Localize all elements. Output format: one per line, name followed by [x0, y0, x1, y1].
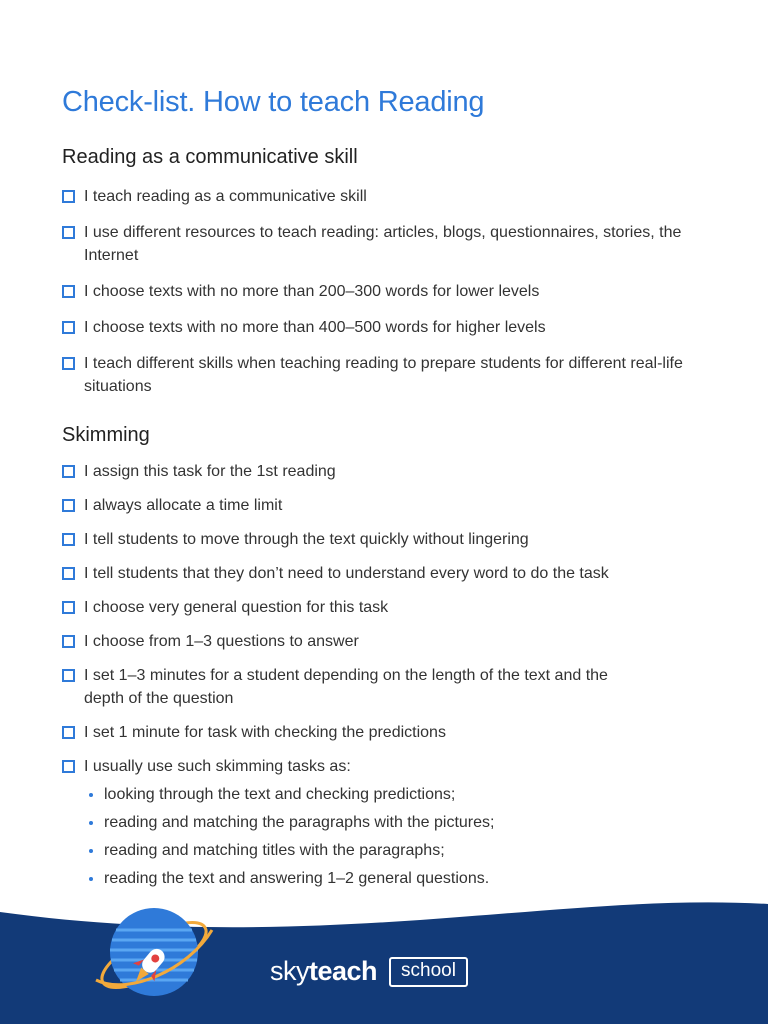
section-communicative: [62, 146, 732, 398]
checkbox-icon[interactable]: [62, 357, 75, 370]
bullet-dot-icon: [89, 849, 93, 853]
section-heading: Reading as a communicative skill: [62, 146, 358, 168]
checkbox-icon[interactable]: [62, 533, 75, 546]
checklist-item: I tell students that they don’t need to understand every word to do the task: [62, 562, 732, 585]
page-title: Check-list. How to teach Reading: [62, 86, 485, 118]
checkbox-icon[interactable]: [62, 726, 75, 739]
brand-logo: [270, 956, 468, 987]
section-heading: Skimming: [62, 424, 150, 446]
school-badge: school: [389, 957, 468, 987]
bullet-item: looking through the text and checking predictions;: [84, 783, 732, 806]
checkbox-icon[interactable]: [62, 669, 75, 682]
checkbox-icon[interactable]: [62, 499, 75, 512]
checkbox-icon[interactable]: [62, 226, 75, 239]
checklist-item: I choose very general question for this task: [62, 596, 732, 619]
checklist: [62, 185, 732, 398]
checklist-item: I choose from 1–3 questions to answer: [62, 630, 732, 653]
globe-rocket-icon: [88, 900, 218, 1005]
bullet-item: reading the text and answering 1–2 general questions.: [84, 867, 732, 890]
checklist-item: I choose texts with no more than 400–500 words for higher levels: [62, 316, 732, 339]
bullet-item: reading and matching the paragraphs with the pictures;: [84, 811, 732, 834]
checkbox-icon[interactable]: [62, 285, 75, 298]
bullet-dot-icon: [89, 877, 93, 881]
bullet-item: reading and matching titles with the paragraphs;: [84, 839, 732, 862]
bullet-dot-icon: [89, 821, 93, 825]
checkbox-icon[interactable]: [62, 321, 75, 334]
checklist-item: I usually use such skimming tasks as: looking through the text and checking predictions; reading and matching the paragraphs with the pictures; reading and matching titles with the paragraphs; reading the text and answering 1–2 general questions.: [62, 755, 732, 890]
checklist-item: I teach reading as a communicative skill: [62, 185, 732, 208]
checklist-item: I tell students to move through the text quickly without lingering: [62, 528, 732, 551]
brand-sky: sky: [270, 956, 309, 986]
checkbox-icon[interactable]: [62, 567, 75, 580]
checklist: [62, 460, 732, 890]
checklist-item: I assign this task for the 1st reading: [62, 460, 732, 483]
checklist-item: I use different resources to teach reading: articles, blogs, questionnaires, stories, the Internet: [62, 221, 684, 267]
checklist-item: I set 1–3 minutes for a student depending on the length of the text and the depth of the question: [62, 664, 644, 710]
checklist-item: I choose texts with no more than 200–300 words for lower levels: [62, 280, 732, 303]
checklist-item: I set 1 minute for task with checking the predictions: [62, 721, 732, 744]
checkbox-icon[interactable]: [62, 760, 75, 773]
bullet-list: [84, 783, 732, 890]
section-skimming: [62, 424, 732, 895]
bullet-dot-icon: [89, 793, 93, 797]
checkbox-icon[interactable]: [62, 601, 75, 614]
checkbox-icon[interactable]: [62, 190, 75, 203]
checklist-item: I always allocate a time limit: [62, 494, 732, 517]
checklist-item: I teach different skills when teaching reading to prepare students for different real-life situations: [62, 352, 724, 398]
checkbox-icon[interactable]: [62, 635, 75, 648]
brand-teach: teach: [309, 956, 378, 986]
checkbox-icon[interactable]: [62, 465, 75, 478]
